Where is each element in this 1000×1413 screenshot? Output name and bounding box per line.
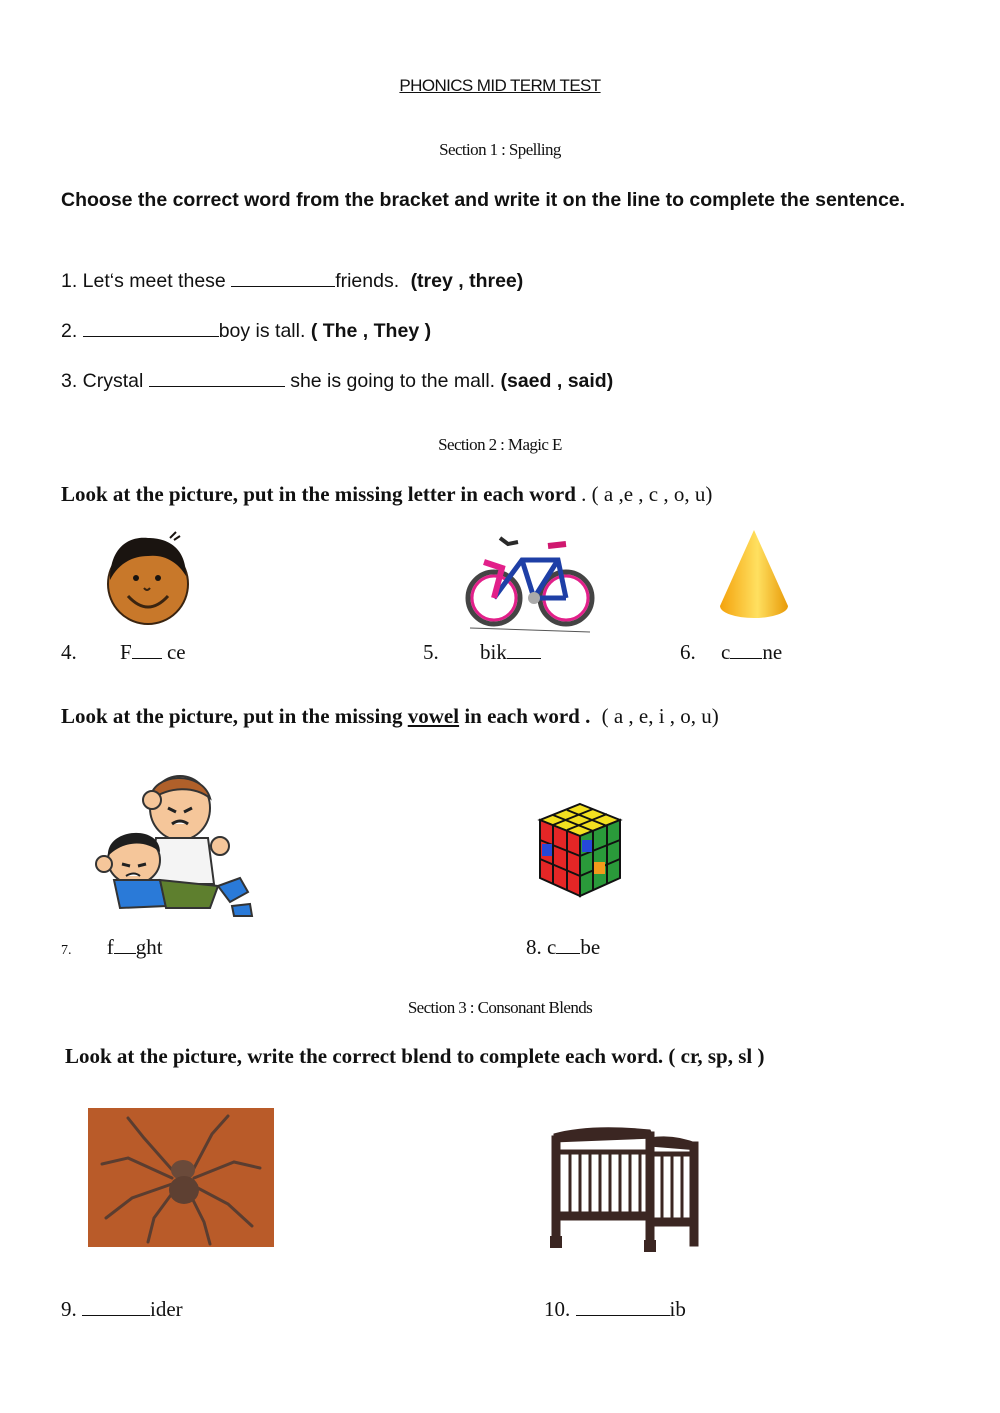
question-7 bbox=[61, 935, 163, 960]
question-9-number: 9. bbox=[61, 1297, 77, 1321]
page-title: PHONICS MID TERM TEST bbox=[399, 76, 601, 95]
question-5 bbox=[423, 640, 541, 665]
question-8 bbox=[526, 935, 600, 960]
question-3-blank[interactable] bbox=[149, 386, 285, 387]
question-2-number: 2. bbox=[61, 320, 78, 342]
question-5-number: 5. bbox=[423, 640, 439, 664]
section-1-heading: Section 1 : Spelling bbox=[439, 140, 561, 159]
question-4-number: 4. bbox=[61, 640, 77, 664]
section-2-heading: Section 2 : Magic E bbox=[438, 435, 562, 454]
question-10-end: ib bbox=[669, 1297, 686, 1321]
question-4-start: F bbox=[120, 640, 132, 664]
question-9-end: ider bbox=[150, 1297, 183, 1321]
question-8-start: c bbox=[547, 935, 557, 959]
question-2-blank[interactable] bbox=[83, 336, 219, 337]
question-10-blank[interactable] bbox=[576, 1315, 670, 1316]
section-3-heading: Section 3 : Consonant Blends bbox=[407, 998, 593, 1017]
question-1-text: 1. Let‘s meet these bbox=[61, 270, 226, 292]
question-6 bbox=[680, 640, 782, 665]
question-6-blank[interactable] bbox=[730, 658, 762, 659]
cube-picture bbox=[536, 800, 624, 900]
instruction-2-tail: in each word . bbox=[459, 704, 591, 728]
question-7-start: f bbox=[106, 935, 114, 959]
instruction-1-text: Look at the picture, put in the missing letter in each word bbox=[61, 482, 576, 506]
question-9-blank[interactable] bbox=[82, 1315, 150, 1316]
question-6-number: 6. bbox=[680, 640, 696, 664]
question-10 bbox=[544, 1297, 686, 1322]
question-1 bbox=[61, 270, 523, 293]
question-8-blank[interactable] bbox=[556, 953, 580, 954]
question-1-options: (trey , three) bbox=[410, 270, 524, 292]
question-7-number: 7. bbox=[61, 943, 72, 958]
question-5-blank[interactable] bbox=[507, 658, 541, 659]
question-5-start: bik bbox=[480, 640, 507, 664]
instruction-1-letters: . ( a ,e , c , o, u) bbox=[575, 482, 713, 506]
cone-picture bbox=[714, 528, 792, 622]
section-2-instruction-1 bbox=[61, 482, 712, 507]
question-4-end: ce bbox=[166, 640, 186, 664]
instruction-2-text: Look at the picture, put in the missing bbox=[61, 704, 408, 728]
section-1-instruction: Choose the correct word from the bracket and write it on the line to complete the sentence. bbox=[61, 189, 906, 211]
bike-picture bbox=[462, 532, 600, 636]
question-10-number: 10. bbox=[544, 1297, 571, 1321]
question-7-end: ght bbox=[135, 935, 163, 959]
question-6-end: ne bbox=[762, 640, 783, 664]
question-9 bbox=[61, 1297, 183, 1322]
question-4 bbox=[61, 640, 186, 665]
question-3-options: (saed , said) bbox=[500, 370, 614, 392]
question-8-number: 8. bbox=[526, 935, 542, 959]
question-4-blank[interactable] bbox=[132, 658, 162, 659]
question-2-tail: boy is tall. bbox=[218, 320, 306, 342]
face-picture bbox=[104, 530, 190, 626]
question-6-start: c bbox=[721, 640, 731, 664]
question-3-text: 3. Crystal bbox=[61, 370, 144, 392]
question-2-options: ( The , They ) bbox=[310, 320, 432, 342]
instruction-2-letters: ( a , e, i , o, u) bbox=[601, 704, 719, 728]
crib-picture bbox=[550, 1124, 704, 1254]
section-3-instruction: Look at the picture, write the correct blend to complete each word. ( cr, sp, sl ) bbox=[65, 1044, 765, 1068]
question-7-blank[interactable] bbox=[114, 953, 136, 954]
spider-picture bbox=[88, 1108, 274, 1247]
question-3 bbox=[61, 370, 613, 393]
instruction-2-vowel: vowel bbox=[407, 704, 460, 728]
question-1-tail: friends. bbox=[335, 270, 400, 292]
question-8-end: be bbox=[580, 935, 601, 959]
question-3-tail: she is going to the mall. bbox=[290, 370, 496, 392]
question-2 bbox=[61, 320, 431, 343]
question-1-blank[interactable] bbox=[231, 286, 335, 287]
fight-picture bbox=[90, 768, 256, 920]
section-2-instruction-2 bbox=[61, 704, 719, 729]
